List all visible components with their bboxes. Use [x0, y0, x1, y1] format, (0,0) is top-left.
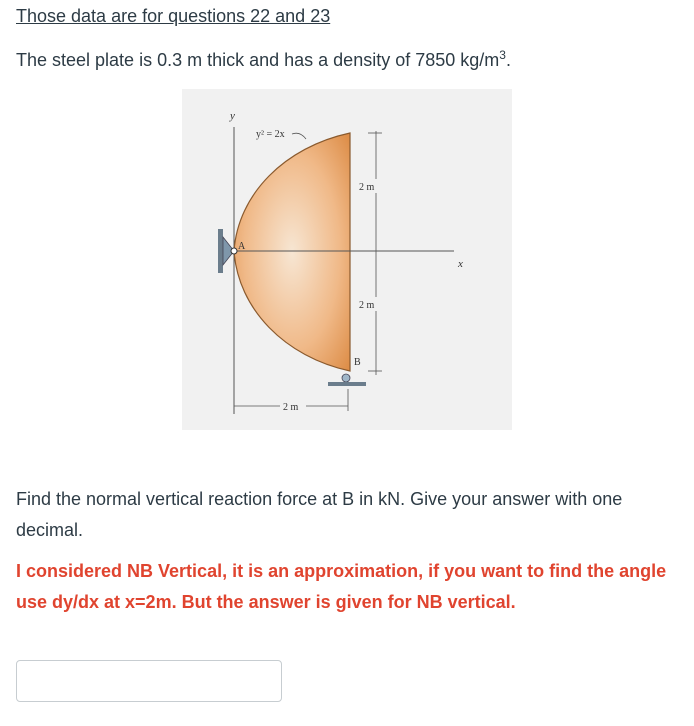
figure-drawing [182, 89, 512, 430]
curve-equation-label: y² = 2x [256, 129, 285, 140]
curve-label-leader [292, 133, 306, 139]
intro-text: The steel plate is 0.3 m thick and has a density of 7850 kg/m [16, 50, 500, 70]
question-text: Find the normal vertical reaction force at B in kN. Give your answer with one decimal. [16, 489, 623, 540]
answer-input[interactable] [16, 660, 282, 702]
point-b-label: B [354, 357, 361, 368]
x-axis-label: x [458, 258, 463, 270]
point-a-label: A [238, 241, 246, 252]
steel-plate [234, 133, 350, 371]
problem-statement [16, 48, 511, 71]
roller-support-b [328, 374, 366, 386]
dimension-top-label: 2 m [359, 182, 375, 193]
y-axis-label: y [230, 110, 235, 122]
instructor-note: I considered NB Vertical, it is an approximation, if you want to find the angle use dy/dx at x=2m. But the answer is given for NB vertical. [16, 561, 667, 612]
intro-end: . [505, 50, 511, 70]
intro-exponent: 3 [499, 48, 506, 62]
question-group-header: Those data are for questions 22 and 23 [16, 6, 331, 26]
dimension-bottom-label: 2 m [359, 300, 375, 311]
dimension-width-label: 2 m [283, 402, 299, 413]
steel-plate-figure [182, 89, 512, 430]
